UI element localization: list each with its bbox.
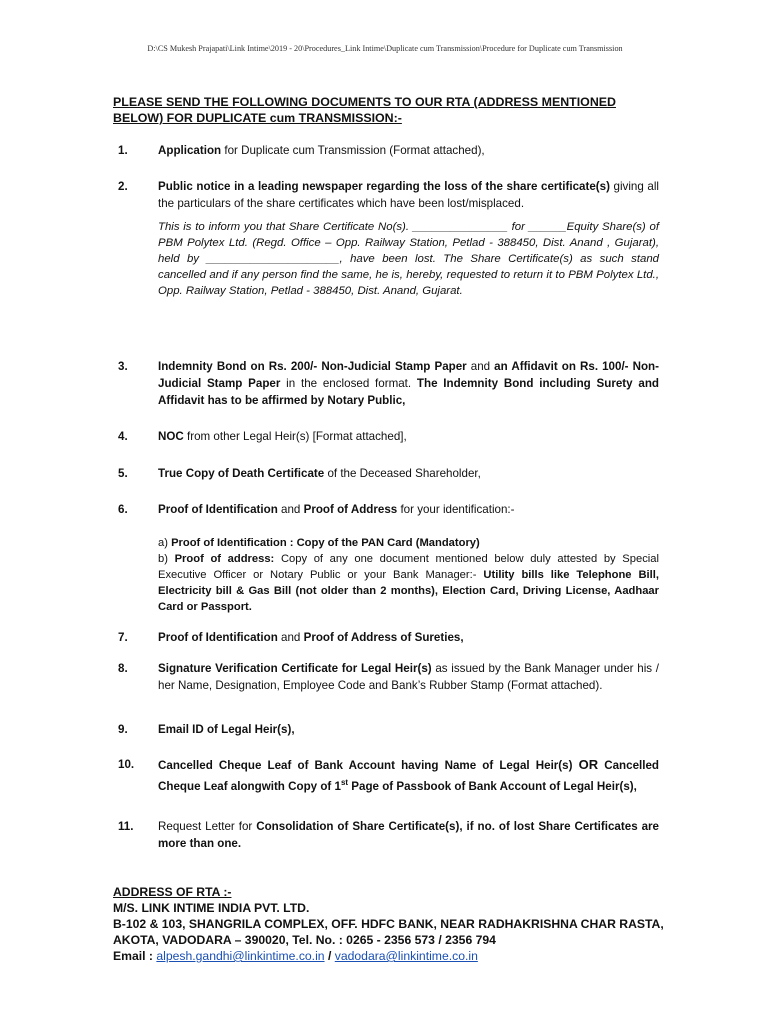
item-bold-text: Proof of Address of Sureties, — [303, 631, 464, 644]
address-line: B-102 & 103, SHANGRILA COMPLEX, OFF. HDFC BANK, NEAR RADHAKRISHNA CHAR RASTA, AKOTA, VADODARA – 390020, Tel. No. : 0265 - 2356 573 / 2356 794 — [113, 917, 664, 947]
page-heading: PLEASE SEND THE FOLLOWING DOCUMENTS TO OUR RTA (ADDRESS MENTIONED BELOW) FOR DUPLICATE cum TRANSMISSION:- — [113, 95, 616, 125]
item-number: 4. — [118, 430, 128, 443]
sub-item-prefix: b) — [158, 553, 175, 565]
item-bold-text: Indemnity Bond on Rs. 200/- Non-Judicial Stamp Paper — [158, 360, 467, 373]
item-bold-text: Proof of address: — [174, 553, 275, 565]
public-notice-text: This is to inform you that Share Certificate No(s). _______________ for ______Equity Share(s) of PBM Polytex Ltd. (Regd. Office – Opp. Railway Station, Petlad - 388450, Dist. Anand , Gujarat), held by _____________________, have been lost. The Share Certificate(s) as such stand cancelled and if any person find the same, he is, hereby, requested to return it to PBM Polytex Ltd., Opp. Railway Station, Petlad - 388450, Dist. Anand, Gujarat. — [158, 221, 659, 297]
item-bold-text: The Indemnity Bond including Surety and Affidavit has to be affirmed by Notary Public, — [158, 377, 659, 407]
address-title: ADDRESS OF RTA :- — [113, 885, 232, 899]
item-bold-text: Signature Verification Certificate for Legal Heir(s) — [158, 662, 432, 675]
item-text: from other Legal Heir(s) [Format attached], — [183, 430, 407, 443]
item-number: 3. — [118, 360, 128, 373]
item-text: for Duplicate cum Transmission (Format attached), — [221, 144, 485, 157]
email-label: Email : — [113, 949, 157, 963]
item-text: in the enclosed format. — [280, 377, 417, 390]
email-link-1[interactable]: alpesh.gandhi@linkintime.co.in — [156, 949, 325, 963]
superscript: st — [340, 778, 349, 787]
item-text: giving all the particulars of the share certificates which have been lost/misplaced. — [158, 180, 659, 210]
item-bold-text: Public notice in a leading newspaper regarding the loss of the share certificate(s) — [158, 180, 610, 193]
item-bold-text: Consolidation of Share Certificate(s), if no. of lost Share Certificates are more than one. — [158, 820, 659, 850]
item-number: 2. — [118, 180, 128, 193]
item-text: Request Letter for — [158, 820, 257, 833]
item-bold-text: an Affidavit on Rs. 100/- Non-Judicial Stamp Paper — [158, 360, 659, 390]
item-number: 7. — [118, 631, 128, 644]
file-path-header: D:\CS Mukesh Prajapati\Link Intime\2019 - 20\Procedures_Link Intime\Duplicate cum Transmission\Procedure for Duplicate cum Transmission — [147, 44, 623, 53]
item-number: 8. — [118, 662, 128, 675]
item-bold-text: Cancelled Cheque Leaf of Bank Account having Name of Legal Heir(s) — [158, 759, 579, 772]
or-text: OR — [578, 757, 599, 772]
item-number: 10. — [118, 758, 135, 771]
item-bold-text: Cancelled Cheque Leaf alongwith Copy of 1 — [158, 759, 659, 793]
item-text: of the Deceased Shareholder, — [324, 467, 481, 480]
item-text: Copy of any one document mentioned below duly attested by Special Executive Officer or Notary Public or your Bank Manager:- — [158, 553, 659, 581]
item-bold-text: Proof of Identification — [158, 503, 278, 516]
item-bold-text: Proof of Identification : Copy of the PAN Card (Mandatory) — [171, 537, 480, 549]
item-bold-text: NOC — [158, 430, 184, 443]
item-text: and — [466, 360, 495, 373]
item-bold-text: True Copy of Death Certificate — [158, 467, 325, 480]
item-number: 9. — [118, 723, 128, 736]
item-text: as issued by the Bank Manager under his / her Name, Designation, Employee Code and Bank’s Rubber Stamp (Format attached). — [158, 662, 659, 692]
email-separator: / — [324, 949, 335, 963]
item-bold-text: Utility bills like Telephone Bill, Electricity bill & Gas Bill (not older than 2 months), Election Card, Driving License, Aadhaar Card or Passport. — [158, 569, 659, 613]
item-number: 1. — [118, 144, 128, 157]
item-text: and — [277, 503, 304, 516]
rta-address — [113, 884, 673, 964]
company-name: M/S. LINK INTIME INDIA PVT. LTD. — [113, 901, 310, 915]
item-bold-text: Application — [158, 144, 222, 157]
item-number: 11. — [118, 820, 134, 833]
sub-item-prefix: a) — [158, 537, 172, 549]
item-bold-text: Proof of Identification — [158, 631, 278, 644]
item-text: and — [277, 631, 304, 644]
item-bold-text: Proof of Address — [303, 503, 398, 516]
email-line — [113, 948, 673, 964]
email-link-2[interactable]: vadodara@linkintime.co.in — [334, 949, 478, 963]
item-number: 5. — [118, 467, 128, 480]
item-number: 6. — [118, 503, 128, 516]
item-text: for your identification:- — [397, 503, 515, 516]
sub-item-a — [158, 535, 659, 615]
item-bold-text: Email ID of Legal Heir(s), — [158, 723, 295, 736]
item-bold-text: Page of Passbook of Bank Account of Legal Heir(s), — [348, 779, 637, 793]
